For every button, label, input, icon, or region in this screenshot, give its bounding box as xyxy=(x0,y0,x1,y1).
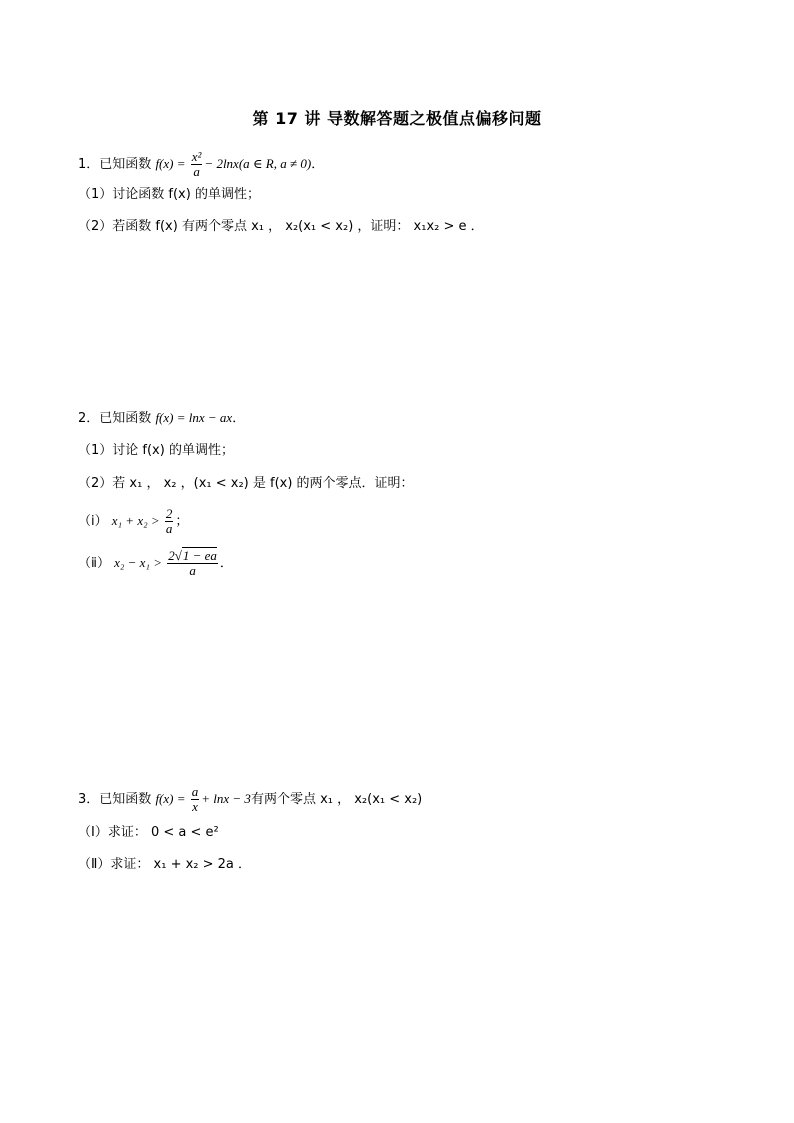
subpart-ii-lhs: x₂ − x₁ > xyxy=(114,555,166,570)
part-label: （2） xyxy=(78,476,113,491)
problem-3-statement xyxy=(78,785,422,814)
problem-3-part-2 xyxy=(78,855,251,875)
part-label: （ⅱ） xyxy=(78,556,110,571)
subpart-ii-end: ． xyxy=(219,556,233,571)
part-label: （1） xyxy=(78,187,113,202)
sqrt-sign: √ xyxy=(174,548,182,563)
problem-1-intro: 已知函数 xyxy=(99,157,152,172)
problem-2-formula: f(x) = lnx − ax xyxy=(155,410,233,425)
problem-1-formula-end: ． xyxy=(311,157,325,172)
problem-2-statement xyxy=(78,408,245,429)
problem-3-fraction-denominator: x xyxy=(192,799,198,814)
problem-1-formula-lhs: f(x) = xyxy=(155,156,189,171)
part-label: （Ⅱ） xyxy=(78,857,111,872)
problem-3-formula-rest: + lnx − 3 xyxy=(201,791,251,806)
subpart-i-denominator: a xyxy=(165,521,173,536)
subpart-i-lhs: x₁ + x₂ > xyxy=(111,513,163,528)
subpart-ii-fraction xyxy=(167,549,218,578)
problem-2-subpart-i xyxy=(78,507,188,536)
problem-1-statement xyxy=(78,150,324,179)
problem-1-number: 1． xyxy=(78,157,100,172)
subpart-ii-radicand: 1 − ea xyxy=(182,548,217,563)
subpart-ii-denominator: a xyxy=(189,563,196,578)
part-label: （Ⅰ） xyxy=(78,825,108,840)
problem-3-intro: 已知函数 xyxy=(99,792,152,807)
part-text: 讨论函数 f(x) 的单调性； xyxy=(112,187,260,202)
problem-2-part-1 xyxy=(78,441,234,461)
problem-1-formula-rest: − 2lnx(a ∈ R, a ≠ 0) xyxy=(204,156,312,171)
problem-1-fraction-numerator: x² xyxy=(191,149,202,164)
problem-3-fraction-numerator: a xyxy=(191,784,199,799)
page-title: 第 17 讲 导数解答题之极值点偏移问题 xyxy=(252,109,542,128)
part-text: 若 x₁ ， x₂ ，(x₁ < x₂) 是 f(x) 的两个零点．证明： xyxy=(112,476,414,491)
subpart-i-end: ； xyxy=(175,514,189,529)
problem-1-fraction-denominator: a xyxy=(193,164,200,179)
part-text: 若函数 f(x) 有两个零点 x₁ ， x₂(x₁ < x₂) ，证明： x₁x₂ > e ． xyxy=(112,219,484,234)
subpart-ii-numerator xyxy=(167,549,218,564)
problem-2-part-2 xyxy=(78,474,414,494)
problem-3-fraction xyxy=(191,785,200,814)
part-label: （ⅰ） xyxy=(78,514,108,529)
problem-2-subpart-ii xyxy=(78,549,233,578)
part-label: （1） xyxy=(78,443,113,458)
part-text: 讨论 f(x) 的单调性； xyxy=(112,443,234,458)
problem-2-number: 2． xyxy=(78,411,100,426)
problem-3-formula-lhs: f(x) = xyxy=(155,791,189,806)
problem-3-part-1 xyxy=(78,823,219,843)
subpart-i-numerator: 2 xyxy=(165,506,173,521)
problem-3-formula-tail: 有两个零点 x₁ ， x₂(x₁ < x₂) xyxy=(250,792,423,807)
subpart-ii-coefficient: 2 xyxy=(168,548,175,563)
part-label: （2） xyxy=(78,219,113,234)
problem-2-formula-end: ． xyxy=(232,411,246,426)
problem-3-number: 3． xyxy=(78,792,100,807)
problem-1-part-2 xyxy=(78,217,484,237)
part-text: 求证： 0 < a < e² xyxy=(107,825,219,840)
part-text: 求证： x₁ + x₂ > 2a ． xyxy=(110,857,252,872)
problem-1-fraction xyxy=(191,150,203,179)
problem-2-intro: 已知函数 xyxy=(99,411,152,426)
problem-1-part-1 xyxy=(78,185,260,205)
subpart-i-fraction xyxy=(165,507,174,536)
